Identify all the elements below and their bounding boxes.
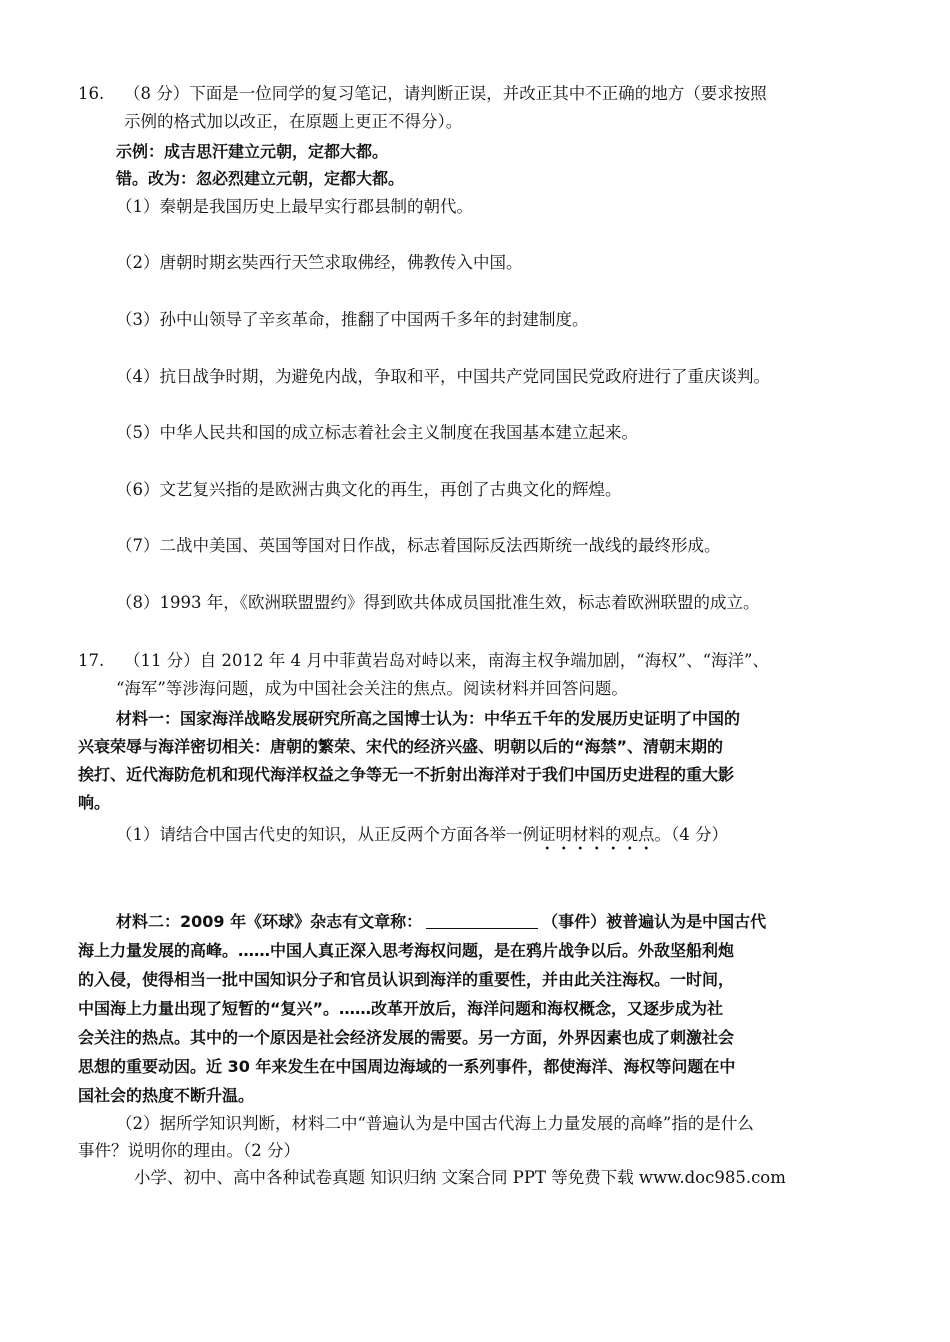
q17-stem-text1: （11 分）自 2012 年 4 月中菲黄岩岛对峙以来，南海主权争端加剧，“海权”、“海洋”、 xyxy=(124,651,769,670)
q17-sub1-text: （1）请结合中国古代史的知识，从正反两个方面各举一例 xyxy=(116,825,539,844)
q17-material1-line2: 兴衰荣辱与海洋密切相关：唐朝的繁荣、宋代的经济兴盛、明朝以后的“海禁”、清朝末期的 xyxy=(78,737,724,756)
q17-sub2-line2: 事件？说明你的理由。（2 分） xyxy=(78,1141,300,1160)
q16-item-6: （6）文艺复兴指的是欧洲古典文化的再生，再创了古典文化的辉煌。 xyxy=(116,480,622,499)
q16-example-line1: 示例：成吉思汗建立元朝，定都大都。 xyxy=(116,142,389,161)
q16-stem-line1 xyxy=(78,83,767,105)
q16-item-1: （1）秦朝是我国历史上最早实行郡县制的朝代。 xyxy=(116,197,473,216)
q17-sub1-emphasis: 证明材料的观点 xyxy=(539,825,655,851)
q17-material1-line4: 响。 xyxy=(78,793,111,812)
q17-stem-line1 xyxy=(78,650,769,672)
q17-stem-line2: “海军”等涉海问题，成为中国社会关注的焦点。阅读材料并回答问题。 xyxy=(116,679,628,698)
q17-material2-line3: 的入侵，使得相当一批中国知识分子和官员认识到海洋的重要性，并由此关注海权。一时间， xyxy=(78,970,735,989)
q17-material2-line6: 思想的重要动因。近 30 年来发生在中国周边海域的一系列事件，都使海洋、海权等问题在中 xyxy=(78,1057,736,1076)
q17-sub1-score: 。（4 分） xyxy=(654,825,728,844)
q17-material2-intro: 材料二：2009 年《环球》杂志有文章称： xyxy=(116,912,423,931)
q17-material2-line2: 海上力量发展的高峰。……中国人真正深入思考海权问题，是在鸦片战争以后。外敌坚船利炮 xyxy=(78,941,735,960)
q17-sub1 xyxy=(116,824,728,846)
q16-stem-line2: 示例的格式加以改正，在原题上更正不得分）。 xyxy=(124,112,463,131)
q16-item-7: （7）二战中美国、英国等国对日作战，标志着国际反法西斯统一战线的最终形成。 xyxy=(116,536,721,555)
q16-item-2: （2）唐朝时期玄奘西行天竺求取佛经，佛教传入中国。 xyxy=(116,253,523,272)
q17-material1-line1: 材料一：国家海洋战略发展研究所高之国博士认为：中华五千年的发展历史证明了中国的 xyxy=(116,709,741,728)
q17-material1-line3: 挨打、近代海防危机和现代海洋权益之争等无一不折射出海洋对于我们中国历史进程的重大影 xyxy=(78,765,735,784)
answer-blank[interactable] xyxy=(426,911,538,929)
q16-example-line2: 错。改为：忽必烈建立元朝，定都大都。 xyxy=(116,169,405,188)
q16-stem-text1: （8 分）下面是一位同学的复习笔记，请判断正误，并改正其中不正确的地方（要求按照 xyxy=(124,84,767,103)
q17-material2-line1 xyxy=(116,911,766,933)
q17-sub2-line1: （2）据所学知识判断，材料二中“普遍认为是中国古代海上力量发展的高峰”指的是什么 xyxy=(116,1114,754,1133)
q16-number: 16. xyxy=(78,84,105,103)
q17-material2-line7: 国社会的热度不断升温。 xyxy=(78,1086,255,1105)
page-footer: 小学、初中、高中各种试卷真题 知识归纳 文案合同 PPT 等免费下载 www.doc985.com xyxy=(134,1168,786,1187)
q16-item-3: （3）孙中山领导了辛亥革命，推翻了中国两千多年的封建制度。 xyxy=(116,310,589,329)
q17-material2-line4: 中国海上力量出现了短暂的“复兴”。……改革开放后，海洋问题和海权概念，又逐步成为社 xyxy=(78,999,724,1018)
q17-material2-intro-rest: （事件）被普遍认为是中国古代 xyxy=(542,912,767,931)
q17-number: 17. xyxy=(78,651,105,670)
q16-item-4: （4）抗日战争时期，为避免内战，争取和平，中国共产党同国民党政府进行了重庆谈判。 xyxy=(116,367,770,386)
q17-material2-line5: 会关注的热点。其中的一个原因是社会经济发展的需要。另一方面，外界因素也成了刺激社会 xyxy=(78,1028,735,1047)
q16-item-8: （8）1993 年，《欧洲联盟盟约》得到欧共体成员国批准生效，标志着欧洲联盟的成立。 xyxy=(116,593,760,612)
q16-item-5: （5）中华人民共和国的成立标志着社会主义制度在我国基本建立起来。 xyxy=(116,423,638,442)
